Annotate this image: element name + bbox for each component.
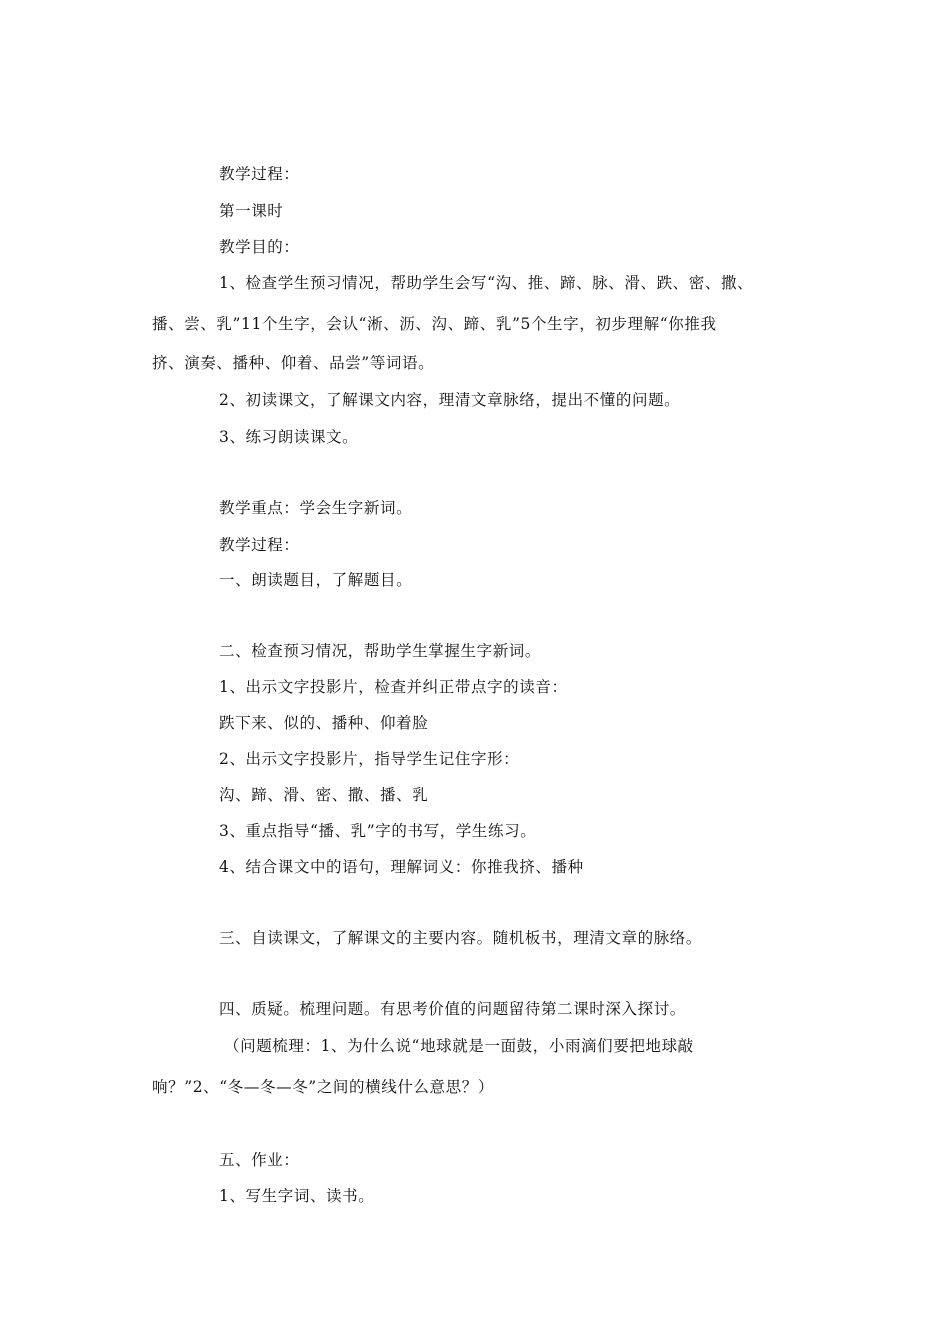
step-item: 跌下来、似的、播种、仰着脸	[219, 714, 429, 732]
step-heading: 四、质疑。梳理问题。有思考价值的问题留待第二课时深入探讨。	[219, 1000, 686, 1018]
step-item: 1、写生字词、读书。	[219, 1187, 375, 1205]
objective-line: 3、练习朗读课文。	[219, 428, 359, 446]
step-heading: 一、朗读题目，了解题目。	[219, 571, 413, 589]
step-heading: 三、自读课文，了解课文的主要内容。随机板书，理清文章的脉络。	[219, 929, 703, 947]
step-item: 1、出示文字投影片，检查并纠正带点字的读音：	[219, 678, 568, 696]
lesson-period-heading: 第一课时	[219, 202, 284, 220]
objective-line: 2、初读课文，了解课文内容，理清文章脉络，提出不懂的问题。	[219, 391, 681, 409]
section-heading: 教学过程：	[219, 536, 300, 554]
teaching-objectives-heading: 教学目的：	[219, 238, 300, 256]
step-item: 2、出示文字投影片，指导学生记住字形：	[219, 750, 520, 768]
question-note-line: 响？”2、“冬—冬—冬”之间的横线什么意思？）	[152, 1078, 494, 1096]
step-item: 4、结合课文中的语句，理解词义：你推我挤、播种	[219, 858, 584, 876]
step-item: 沟、蹄、滑、密、撒、播、乳	[219, 786, 429, 804]
objective-line: 挤、演奏、播种、仰着、品尝”等词语。	[152, 354, 435, 372]
step-heading: 五、作业：	[219, 1151, 300, 1169]
question-note-line: （问题梳理：1、为什么说“地球就是一面鼓，小雨滴们要把地球敲	[224, 1037, 694, 1055]
step-heading: 二、检查预习情况，帮助学生掌握生字新词。	[219, 642, 542, 660]
objective-line: 1、检查学生预习情况，帮助学生会写“沟、推、蹄、脉、滑、跌、密、撒、	[219, 274, 754, 292]
teaching-focus-line: 教学重点：学会生字新词。	[219, 499, 413, 517]
step-item: 3、重点指导“播、乳”字的书写，学生练习。	[219, 822, 537, 840]
objective-line: 播、尝、乳”11个生字，会认“淅、沥、沟、蹄、乳”5个生字，初步理解“你推我	[152, 315, 717, 333]
section-heading: 教学过程：	[219, 165, 300, 183]
